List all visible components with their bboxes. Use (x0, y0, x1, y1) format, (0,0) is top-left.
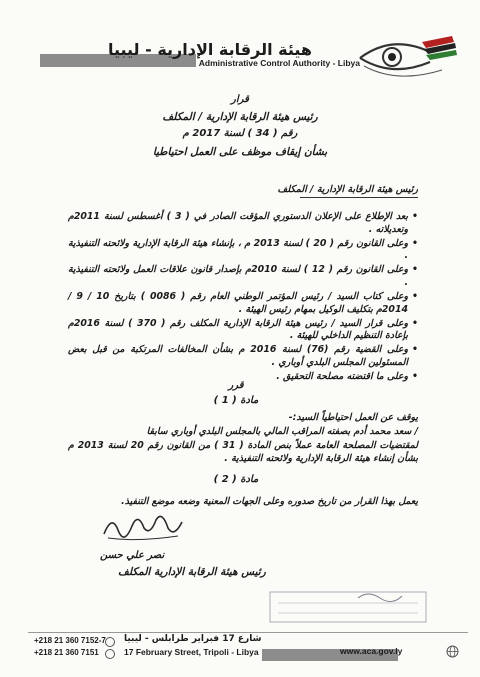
address-english: 17 February Street, Tripoli - Libya (124, 647, 259, 657)
preamble-item: • بعد الإطلاع على الإعلان الدستوري المؤقت الصادر في ( 3 ) أغسطس لسنة 2011م وتعديلاته . (68, 211, 418, 236)
article-line: / سعد محمد أدم بصفته المراقب المالي بالمجلس البلدي أوباري سابقا (146, 426, 418, 438)
fax-icon (105, 649, 115, 659)
preamble-item: • وعلى ما اقتضته مصلحة التحقيق . (68, 371, 418, 384)
addressee-underline (300, 197, 418, 198)
preamble-item: • وعلى القانون رقم ( 12 ) لسنة 2010م بإصدار قانون علاقات العمل ولائحته التنفيذية . (68, 264, 418, 289)
decided-heading: قرر (228, 380, 244, 391)
preamble-item: • وعلى القانون رقم ( 20 ) لسنة 2013 م ، بإنشاء هيئة الرقابة الإدارية ولائحته التنفيذية . (68, 238, 418, 263)
globe-icon (446, 645, 459, 658)
eye-emblem-icon (352, 32, 462, 84)
preamble-section (68, 211, 418, 385)
fax-number: +218 21 360 7151 (34, 648, 99, 657)
phone-number: +218 21 360 7152-7 (34, 636, 106, 645)
org-name-english: Administrative Control Authority - Libya (198, 58, 360, 68)
article-1-title: مادة ( 1 ) (213, 395, 259, 406)
decision-issuer: رئيس هيئة الرقابة الإدارية / المكلف (162, 111, 318, 123)
signatory-name: نصر علي حسن (100, 550, 165, 561)
preamble-item: • وعلى قرار السيد / رئيس هيئة الرقابة الإدارية المكلف رقم ( 370 ) لسنة 2016م بإعادة التنظيم الداخلي للهيئة . (68, 318, 418, 343)
article-1-body (68, 412, 418, 467)
registry-stamp (268, 588, 428, 626)
website-link[interactable]: www.aca.gov.ly (340, 646, 403, 656)
article-2-body: يعمل بهذا القرار من تاريخ صدوره وعلى الجهات المعنية وضعه موضع التنفيذ. (121, 496, 418, 507)
phone-icon (105, 637, 115, 647)
footer-divider (28, 632, 468, 633)
article-line: لمقتضيات المصلحة العامة عملاً بنص المادة ( 31 ) من القانون رقم 20 لسنة 2013 م بشأن إنشاء هيئة الرقابة الإدارية ولائحته التنفيذية . (68, 440, 418, 464)
article-line: يوقف عن العمل احتياطياً السيد:- (288, 412, 418, 423)
decision-number: رقم ( 34 ) لسنة 2017 م (182, 128, 298, 139)
preamble-item: • وعلى كتاب السيد / رئيس المؤتمر الوطني العام رقم ( 0086 ) بتاريخ 10 / 9 / 2014م بتكليف الوكيل بمهام رئيس الهيئة . (68, 291, 418, 316)
handwritten-signature (98, 506, 188, 546)
address-arabic: شارع 17 فبراير طرابلس - ليبيا (124, 634, 262, 644)
org-name-arabic: هيئة الرقابة الإدارية - ليبيا (107, 40, 312, 59)
addressee-line: رئيس هيئة الرقابة الإدارية / المكلف (277, 184, 418, 195)
decision-word: قرار (231, 94, 249, 105)
preamble-item: • وعلى القضية رقم (76) لسنة 2016 م بشأن المخالفات المرتكبة من قبل بعض المسئولين المجلس البلدي أوباري . (68, 344, 418, 369)
decision-subject: بشأن إيقاف موظف على العمل احتياطيا (152, 146, 328, 158)
signatory-title: رئيس هيئة الرقابة الإدارية المكلف (118, 566, 266, 578)
article-2-title: مادة ( 2 ) (213, 474, 259, 485)
